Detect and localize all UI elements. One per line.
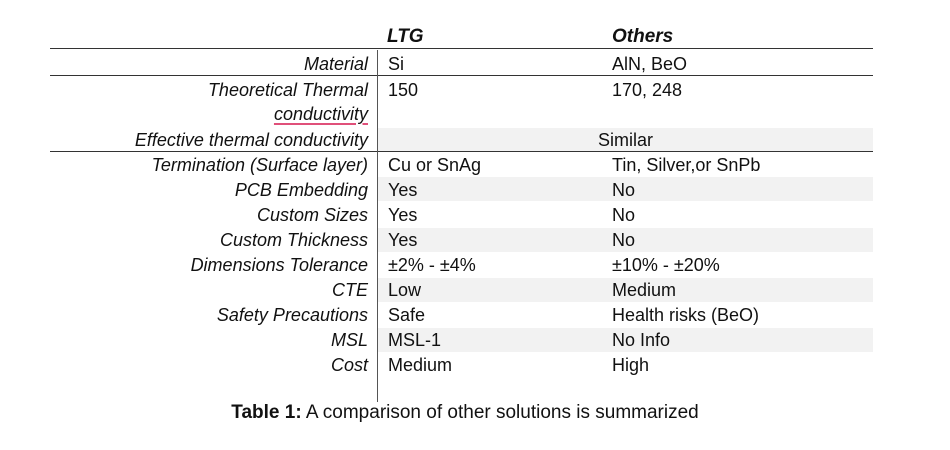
- row-label-line2: conductivity: [273, 104, 368, 124]
- row-label: Material: [303, 54, 368, 74]
- header-ltg: LTG: [387, 26, 424, 47]
- ltg-cell: Yes: [388, 230, 418, 250]
- table-row: [0, 253, 950, 278]
- merged-cell: Similar: [597, 130, 653, 150]
- ltg-cell: Safe: [388, 305, 426, 325]
- row-label: Theoretical Thermal: [207, 80, 368, 100]
- caption-prefix: Table 1:: [231, 402, 302, 423]
- others-cell: Tin, Silver,or SnPb: [612, 155, 761, 175]
- ltg-cell: Low: [388, 280, 422, 300]
- ltg-cell: ±2% - ±4%: [388, 255, 476, 275]
- others-cell: ±10% - ±20%: [612, 255, 720, 275]
- others-cell: No: [612, 205, 636, 225]
- others-cell: No Info: [612, 330, 671, 350]
- others-cell: 170, 248: [612, 80, 683, 100]
- others-cell: High: [612, 355, 650, 375]
- row-label: Safety Precautions: [216, 305, 368, 325]
- table-row: [0, 203, 950, 228]
- table-row: [0, 278, 950, 303]
- row-label: CTE: [332, 280, 368, 300]
- rule-top: [50, 48, 873, 49]
- ltg-cell: Yes: [388, 180, 418, 200]
- ltg-cell: Si: [388, 54, 405, 74]
- table-row: [0, 78, 950, 128]
- ltg-cell: 150: [388, 80, 419, 100]
- others-cell: Health risks (BeO): [612, 305, 760, 325]
- row-label: Custom Sizes: [256, 205, 368, 225]
- row-label: Cost: [330, 355, 368, 375]
- others-cell: Medium: [612, 280, 677, 300]
- table-row: [0, 328, 950, 353]
- ltg-cell: Cu or SnAg: [388, 155, 482, 175]
- table-row: [0, 153, 950, 178]
- table-row: [0, 178, 950, 203]
- table-row: [0, 228, 950, 253]
- ltg-cell: MSL-1: [388, 330, 442, 350]
- table-caption: [0, 402, 930, 424]
- caption-text: A comparison of other solutions is summarized: [301, 402, 699, 423]
- table-row: [0, 52, 950, 77]
- row-label: Dimensions Tolerance: [190, 255, 368, 275]
- others-cell: No: [612, 180, 636, 200]
- row-label: MSL: [330, 330, 368, 350]
- ltg-cell: Yes: [388, 205, 418, 225]
- others-cell: AlN, BeO: [612, 54, 688, 74]
- header-others: Others: [612, 26, 674, 47]
- table-row: [0, 353, 950, 378]
- ltg-cell: Medium: [388, 355, 453, 375]
- others-cell: No: [612, 230, 636, 250]
- row-label: Termination (Surface layer): [151, 155, 368, 175]
- table-row: [0, 303, 950, 328]
- row-label: Custom Thickness: [219, 230, 368, 250]
- row-label: Effective thermal conductivity: [134, 130, 368, 150]
- row-label: PCB Embedding: [234, 180, 368, 200]
- table-row: [0, 128, 950, 153]
